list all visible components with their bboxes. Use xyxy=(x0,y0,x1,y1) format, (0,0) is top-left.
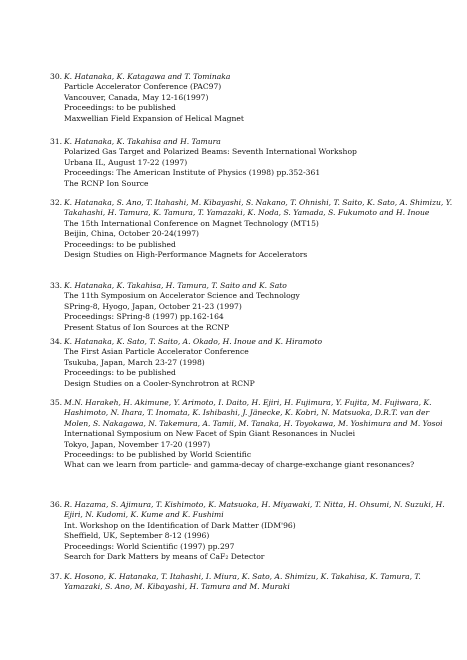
entry-location: SPring-8, Hyogo, Japan, October 21-23 (1997) xyxy=(64,301,242,311)
entry-title: Design Studies on a Cooler-Synchrotron at RCNP xyxy=(64,378,255,388)
list-item xyxy=(50,198,456,260)
entry-title: Maxwellian Field Expansion of Helical Magnet xyxy=(64,113,244,123)
entry-authors: K. Hatanaka, K. Takahisa, H. Tamura, T. Saito and K. Sato xyxy=(64,281,287,290)
entry-proceedings: Proceedings: The American Institute of Physics (1998) pp.352-361 xyxy=(64,168,321,178)
entry-conference: Polarized Gas Target and Polarized Beams: Seventh International Workshop xyxy=(64,147,357,157)
entry-authors: K. Hatanaka, K. Sato, T. Saito, A. Okado, H. Inoue and K. Hiramoto xyxy=(64,337,323,346)
entry-conference: International Symposium on New Facet of Spin Giant Resonances in Nuclei xyxy=(64,429,356,439)
entry-location: Beijin, China, October 20-24(1997) xyxy=(64,229,200,239)
entry-conference: The 15th International Conference on Magnet Technology (MT15) xyxy=(64,218,319,228)
entry-number: 33. xyxy=(50,281,63,290)
list-item xyxy=(50,137,456,189)
entry-location: Urbana IL, August 17-22 (1997) xyxy=(64,157,188,167)
entry-conference: Int. Workshop on the Identification of Dark Matter (IDM'96) xyxy=(64,520,296,530)
list-item xyxy=(50,572,456,593)
entry-authors: K. Hatanaka, K. Katagawa and T. Tominaka xyxy=(64,72,231,81)
list-item xyxy=(50,398,456,471)
entry-title: Design Studies on High-Performance Magnets for Accelerators xyxy=(64,250,308,260)
entry-authors: R. Hazama, S. Ajimura, T. Kishimoto, K. Matsuoka, H. Miyawaki, T. Nitta, H. Ohsumi, N. Suzuki, H. Ejiri, N. Kudomi, K. Kume and K. Fushimi xyxy=(64,500,445,520)
entry-location: Sheffield, UK, September 8-12 (1996) xyxy=(64,531,210,541)
entry-number: 31. xyxy=(50,137,63,146)
entry-conference: The 11th Symposium on Accelerator Science and Technology xyxy=(64,291,300,301)
list-item xyxy=(50,281,456,333)
entry-number: 32. xyxy=(50,198,63,207)
list-item xyxy=(50,337,456,389)
entry-conference: The First Asian Particle Accelerator Conference xyxy=(64,347,249,357)
entry-proceedings: Proceedings: to be published xyxy=(64,368,176,378)
entry-location: Tokyo, Japan, November 17-20 (1997) xyxy=(64,439,211,449)
entry-number: 37. xyxy=(50,572,63,581)
entry-authors: K. Hatanaka, S. Ano, T. Itahashi, M. Kibayashi, S. Nakano, T. Ohnishi, T. Saito, K. Sato, A. Shimizu, Y. Takahashi, H. Tamura, K. Tamura, T. Yamazaki, K. Noda, S. Yamada, S. Fukumoto and H. Inoue xyxy=(64,198,453,218)
entry-number: 35. xyxy=(50,398,63,407)
entry-title: Search for Dark Matters by means of CaF₂ Detector xyxy=(64,552,265,562)
entry-proceedings: Proceedings: to be published xyxy=(64,103,176,113)
entry-authors: M.N. Harakeh, H. Akimune, Y. Arimoto, I. Daito, H. Ejiri, H. Fujimura, Y. Fujita, M. Fujiwara, K. Hashimoto, N. Ihara, T. Inomata, K. Ishibashi, J. Jänecke, K. Kobri, N. Matsuoka, D.R.T. van der Molen, S. Nakagawa, N. Takemura, A. Tamii, M. Tanaka, H. Toyokawa, M. Yoshimura and M. Yosoi xyxy=(64,398,443,428)
entry-proceedings: Proceedings: to be published xyxy=(64,239,176,249)
entry-title: What can we learn from particle- and gamma-decay of charge-exchange giant resonances? xyxy=(64,460,415,470)
list-item xyxy=(50,500,456,562)
entry-proceedings: Proceedings: World Scientific (1997) pp.297 xyxy=(64,541,235,551)
entry-title: Present Status of Ion Sources at the RCNP xyxy=(64,322,230,332)
entry-proceedings: Proceedings: to be published by World Scientific xyxy=(64,450,252,460)
entry-number: 30. xyxy=(50,72,63,81)
entry-authors: K. Hatanaka, K. Takahisa and H. Tamura xyxy=(64,137,221,146)
entry-number: 36. xyxy=(50,500,63,509)
entry-location: Vancouver, Canada, May 12-16(1997) xyxy=(64,92,209,102)
entry-location: Tsukuba, Japan, March 23-27 (1998) xyxy=(64,357,205,367)
entry-authors: K. Hosono, K. Hatanaka, T. Itahashi, I. Miura, K. Sato, A. Shimizu, K. Takahisa, K. Tamura, T. Yamazaki, S. Ano, M. Kibayashi, H. Tamura and M. Muraki xyxy=(64,572,421,592)
list-item xyxy=(50,72,456,124)
entry-proceedings: Proceedings: SPring-8 (1997) pp.162-164 xyxy=(64,312,224,322)
entry-title: The RCNP Ion Source xyxy=(64,178,149,188)
entry-conference: Particle Accelerator Conference (PAC97) xyxy=(64,82,222,92)
entry-number: 34. xyxy=(50,337,63,346)
